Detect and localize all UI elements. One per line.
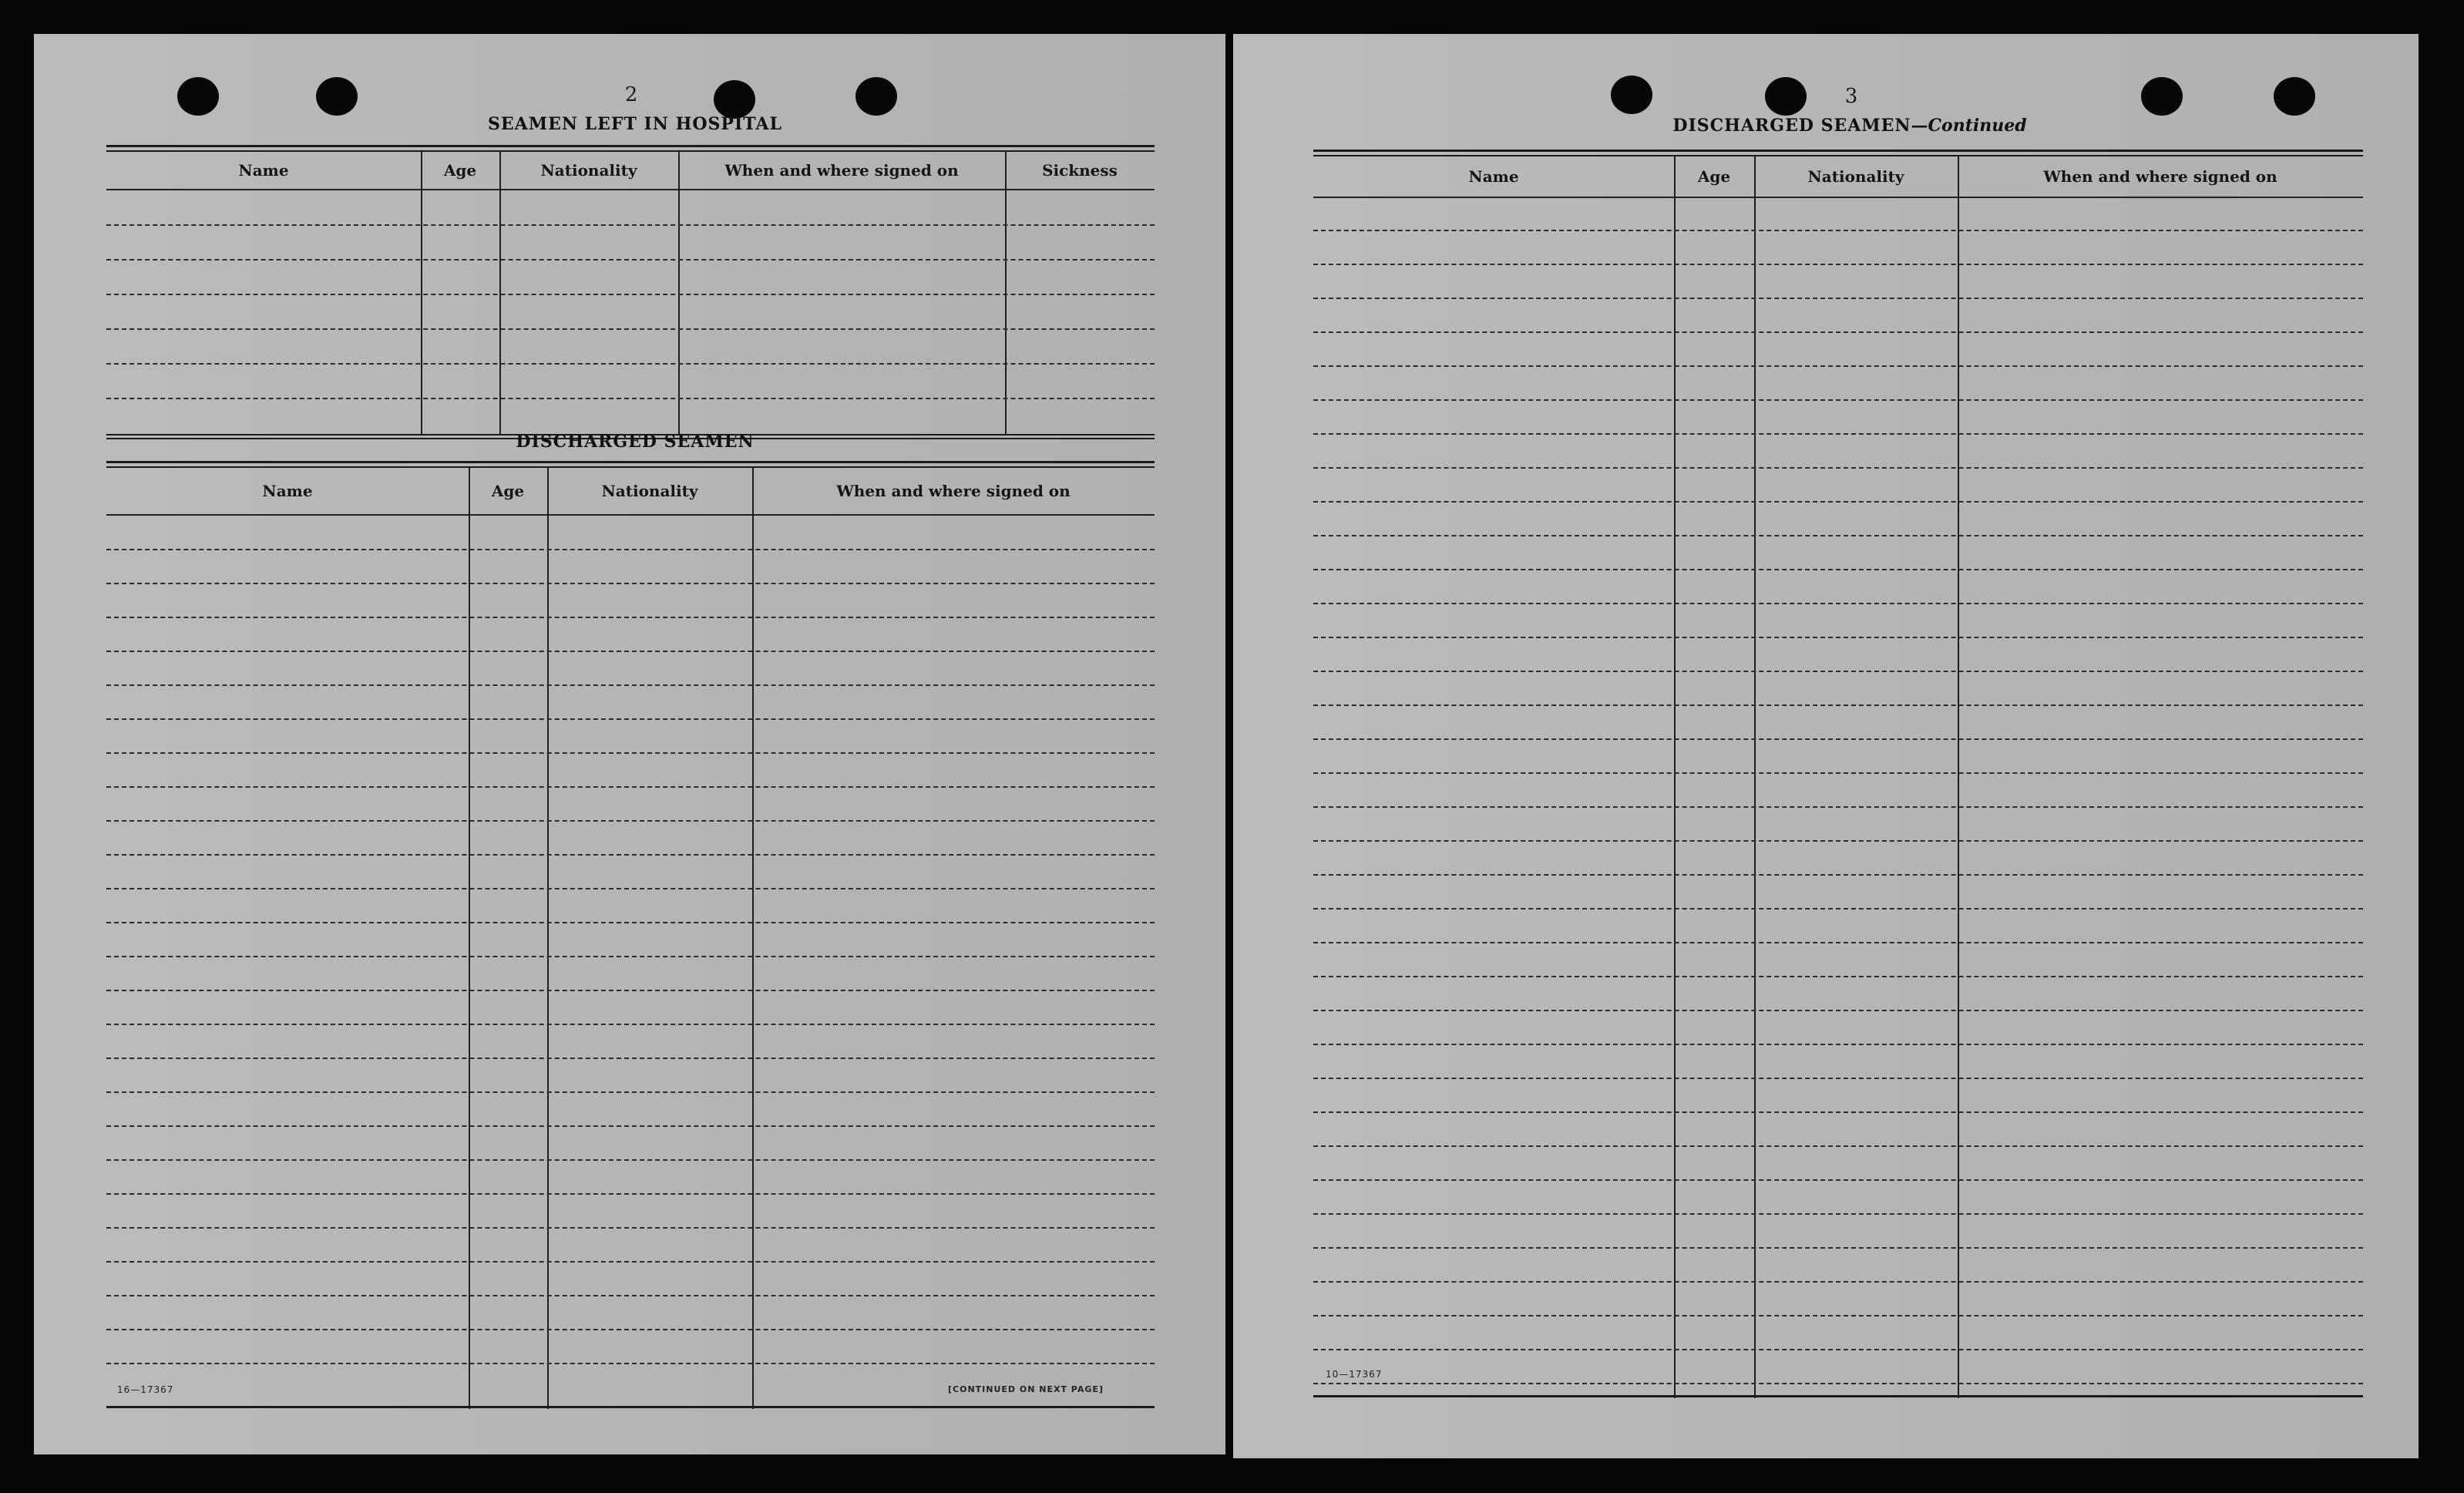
- column-divider: [421, 152, 422, 434]
- entry-line: [1313, 738, 2363, 740]
- entry-line: [1313, 1078, 2363, 1079]
- header-underline: [1313, 197, 2363, 198]
- column-divider: [1958, 156, 1959, 1398]
- entry-line: [106, 820, 1155, 822]
- entry-line: [1313, 671, 2363, 672]
- entry-line: [106, 718, 1155, 720]
- entry-line: [1313, 365, 2363, 367]
- entry-line: [1313, 569, 2363, 570]
- entry-line: [106, 1295, 1155, 1296]
- page-number: 2: [624, 83, 638, 106]
- entry-line: [106, 1024, 1155, 1025]
- page-number: 3: [1844, 85, 1858, 108]
- punch-hole: [2141, 77, 2183, 116]
- header-underline: [106, 514, 1155, 516]
- column-header-when-where-signed-on: When and where signed on: [836, 482, 1071, 500]
- entry-line: [1313, 1383, 2363, 1384]
- column-header-when-where-signed-on: When and where signed on: [2043, 167, 2277, 186]
- punch-hole: [316, 77, 358, 116]
- entry-line: [106, 651, 1155, 652]
- entry-line: [1313, 399, 2363, 401]
- entry-line: [106, 684, 1155, 686]
- column-header-sickness: Sickness: [1042, 161, 1118, 180]
- entry-line: [106, 990, 1155, 991]
- column-divider: [752, 468, 754, 1409]
- entry-line: [106, 224, 1155, 226]
- entry-line: [106, 752, 1155, 754]
- entry-line: [106, 259, 1155, 261]
- entry-line: [1313, 1315, 2363, 1316]
- entry-line: [106, 1159, 1155, 1161]
- punch-hole: [1765, 77, 1807, 116]
- table-header: [106, 468, 1155, 514]
- entry-line: [106, 1125, 1155, 1127]
- form-number: 16—17367: [117, 1384, 174, 1395]
- punch-hole: [177, 77, 219, 116]
- entry-line: [106, 328, 1155, 330]
- discharged-table: [106, 461, 1155, 1409]
- entry-line: [1313, 908, 2363, 910]
- column-header-when-where-signed-on: When and where signed on: [724, 161, 959, 180]
- entry-line: [106, 617, 1155, 618]
- entry-line: [106, 1329, 1155, 1330]
- entry-line: [1313, 1145, 2363, 1147]
- column-header-age: Age: [443, 161, 477, 180]
- entry-line: [106, 549, 1155, 550]
- entry-line: [1313, 1044, 2363, 1045]
- entry-line: [106, 854, 1155, 856]
- entry-line: [106, 1193, 1155, 1195]
- hospital-table: [106, 145, 1155, 439]
- entry-line: [106, 1058, 1155, 1059]
- entry-line: [106, 786, 1155, 788]
- entry-line: [106, 1227, 1155, 1229]
- right-page: [1233, 34, 2419, 1458]
- entry-line: [1313, 976, 2363, 977]
- table-bottom-line: [106, 1406, 1155, 1408]
- column-divider: [1005, 152, 1007, 434]
- entry-line: [1313, 264, 2363, 265]
- entry-line: [106, 888, 1155, 889]
- discharged-section-title: DISCHARGED SEAMEN: [516, 432, 755, 452]
- column-divider: [547, 468, 549, 1409]
- entry-line: [1313, 806, 2363, 808]
- entry-line: [1313, 603, 2363, 604]
- column-divider: [469, 468, 470, 1409]
- column-divider: [499, 152, 501, 434]
- entry-line: [1313, 1179, 2363, 1181]
- entry-line: [1313, 1349, 2363, 1350]
- punch-hole: [1611, 76, 1652, 114]
- entry-line: [1313, 501, 2363, 503]
- table-header: [106, 152, 1155, 189]
- entry-line: [1313, 942, 2363, 943]
- table-top-rule: [106, 145, 1155, 152]
- column-header-age: Age: [491, 482, 525, 500]
- punch-hole: [2274, 77, 2315, 116]
- entry-line: [106, 1261, 1155, 1263]
- entry-line: [1313, 840, 2363, 842]
- table-header: [1313, 156, 2363, 197]
- column-header-name: Name: [262, 482, 313, 500]
- discharged-continued-table: [1313, 150, 2363, 1398]
- table-top-rule: [106, 461, 1155, 468]
- entry-line: [1313, 1213, 2363, 1215]
- entry-line: [1313, 772, 2363, 774]
- hospital-section-title: SEAMEN LEFT IN HOSPITAL: [488, 114, 782, 134]
- punch-hole: [856, 77, 897, 116]
- column-header-name: Name: [238, 161, 289, 180]
- entry-line: [1313, 637, 2363, 638]
- entry-line: [1313, 230, 2363, 231]
- entry-line: [106, 922, 1155, 923]
- column-header-nationality: Nationality: [1807, 167, 1904, 186]
- table-top-rule: [1313, 150, 2363, 156]
- entry-line: [1313, 1281, 2363, 1283]
- form-number: 10—17367: [1326, 1369, 1383, 1380]
- entry-line: [1313, 704, 2363, 706]
- entry-line: [106, 956, 1155, 957]
- column-header-name: Name: [1468, 167, 1519, 186]
- entry-line: [106, 1091, 1155, 1093]
- entry-line: [1313, 298, 2363, 299]
- entry-line: [106, 363, 1155, 365]
- column-divider: [1674, 156, 1676, 1398]
- entry-line: [1313, 874, 2363, 876]
- column-header-age: Age: [1697, 167, 1731, 186]
- entry-line: [1313, 1010, 2363, 1011]
- column-header-nationality: Nationality: [540, 161, 637, 180]
- left-page: [34, 34, 1225, 1454]
- title-suffix: —Continued: [1911, 116, 2027, 136]
- punch-hole: [714, 80, 755, 119]
- entry-line: [1313, 433, 2363, 435]
- column-header-nationality: Nationality: [601, 482, 698, 500]
- header-underline: [106, 189, 1155, 190]
- entry-line: [1313, 467, 2363, 469]
- discharged-continued-title: [1619, 116, 2081, 136]
- entry-line: [1313, 1247, 2363, 1249]
- entry-line: [106, 294, 1155, 295]
- entry-line: [106, 583, 1155, 584]
- continued-note: [CONTINUED ON NEXT PAGE]: [948, 1384, 1104, 1394]
- column-divider: [1754, 156, 1756, 1398]
- title-main: DISCHARGED SEAMEN: [1672, 116, 1911, 136]
- entry-line: [106, 1363, 1155, 1364]
- entry-line: [1313, 535, 2363, 536]
- entry-line: [106, 398, 1155, 399]
- entry-line: [1313, 331, 2363, 333]
- table-bottom-line: [1313, 1395, 2363, 1397]
- column-divider: [678, 152, 680, 434]
- entry-line: [1313, 1111, 2363, 1113]
